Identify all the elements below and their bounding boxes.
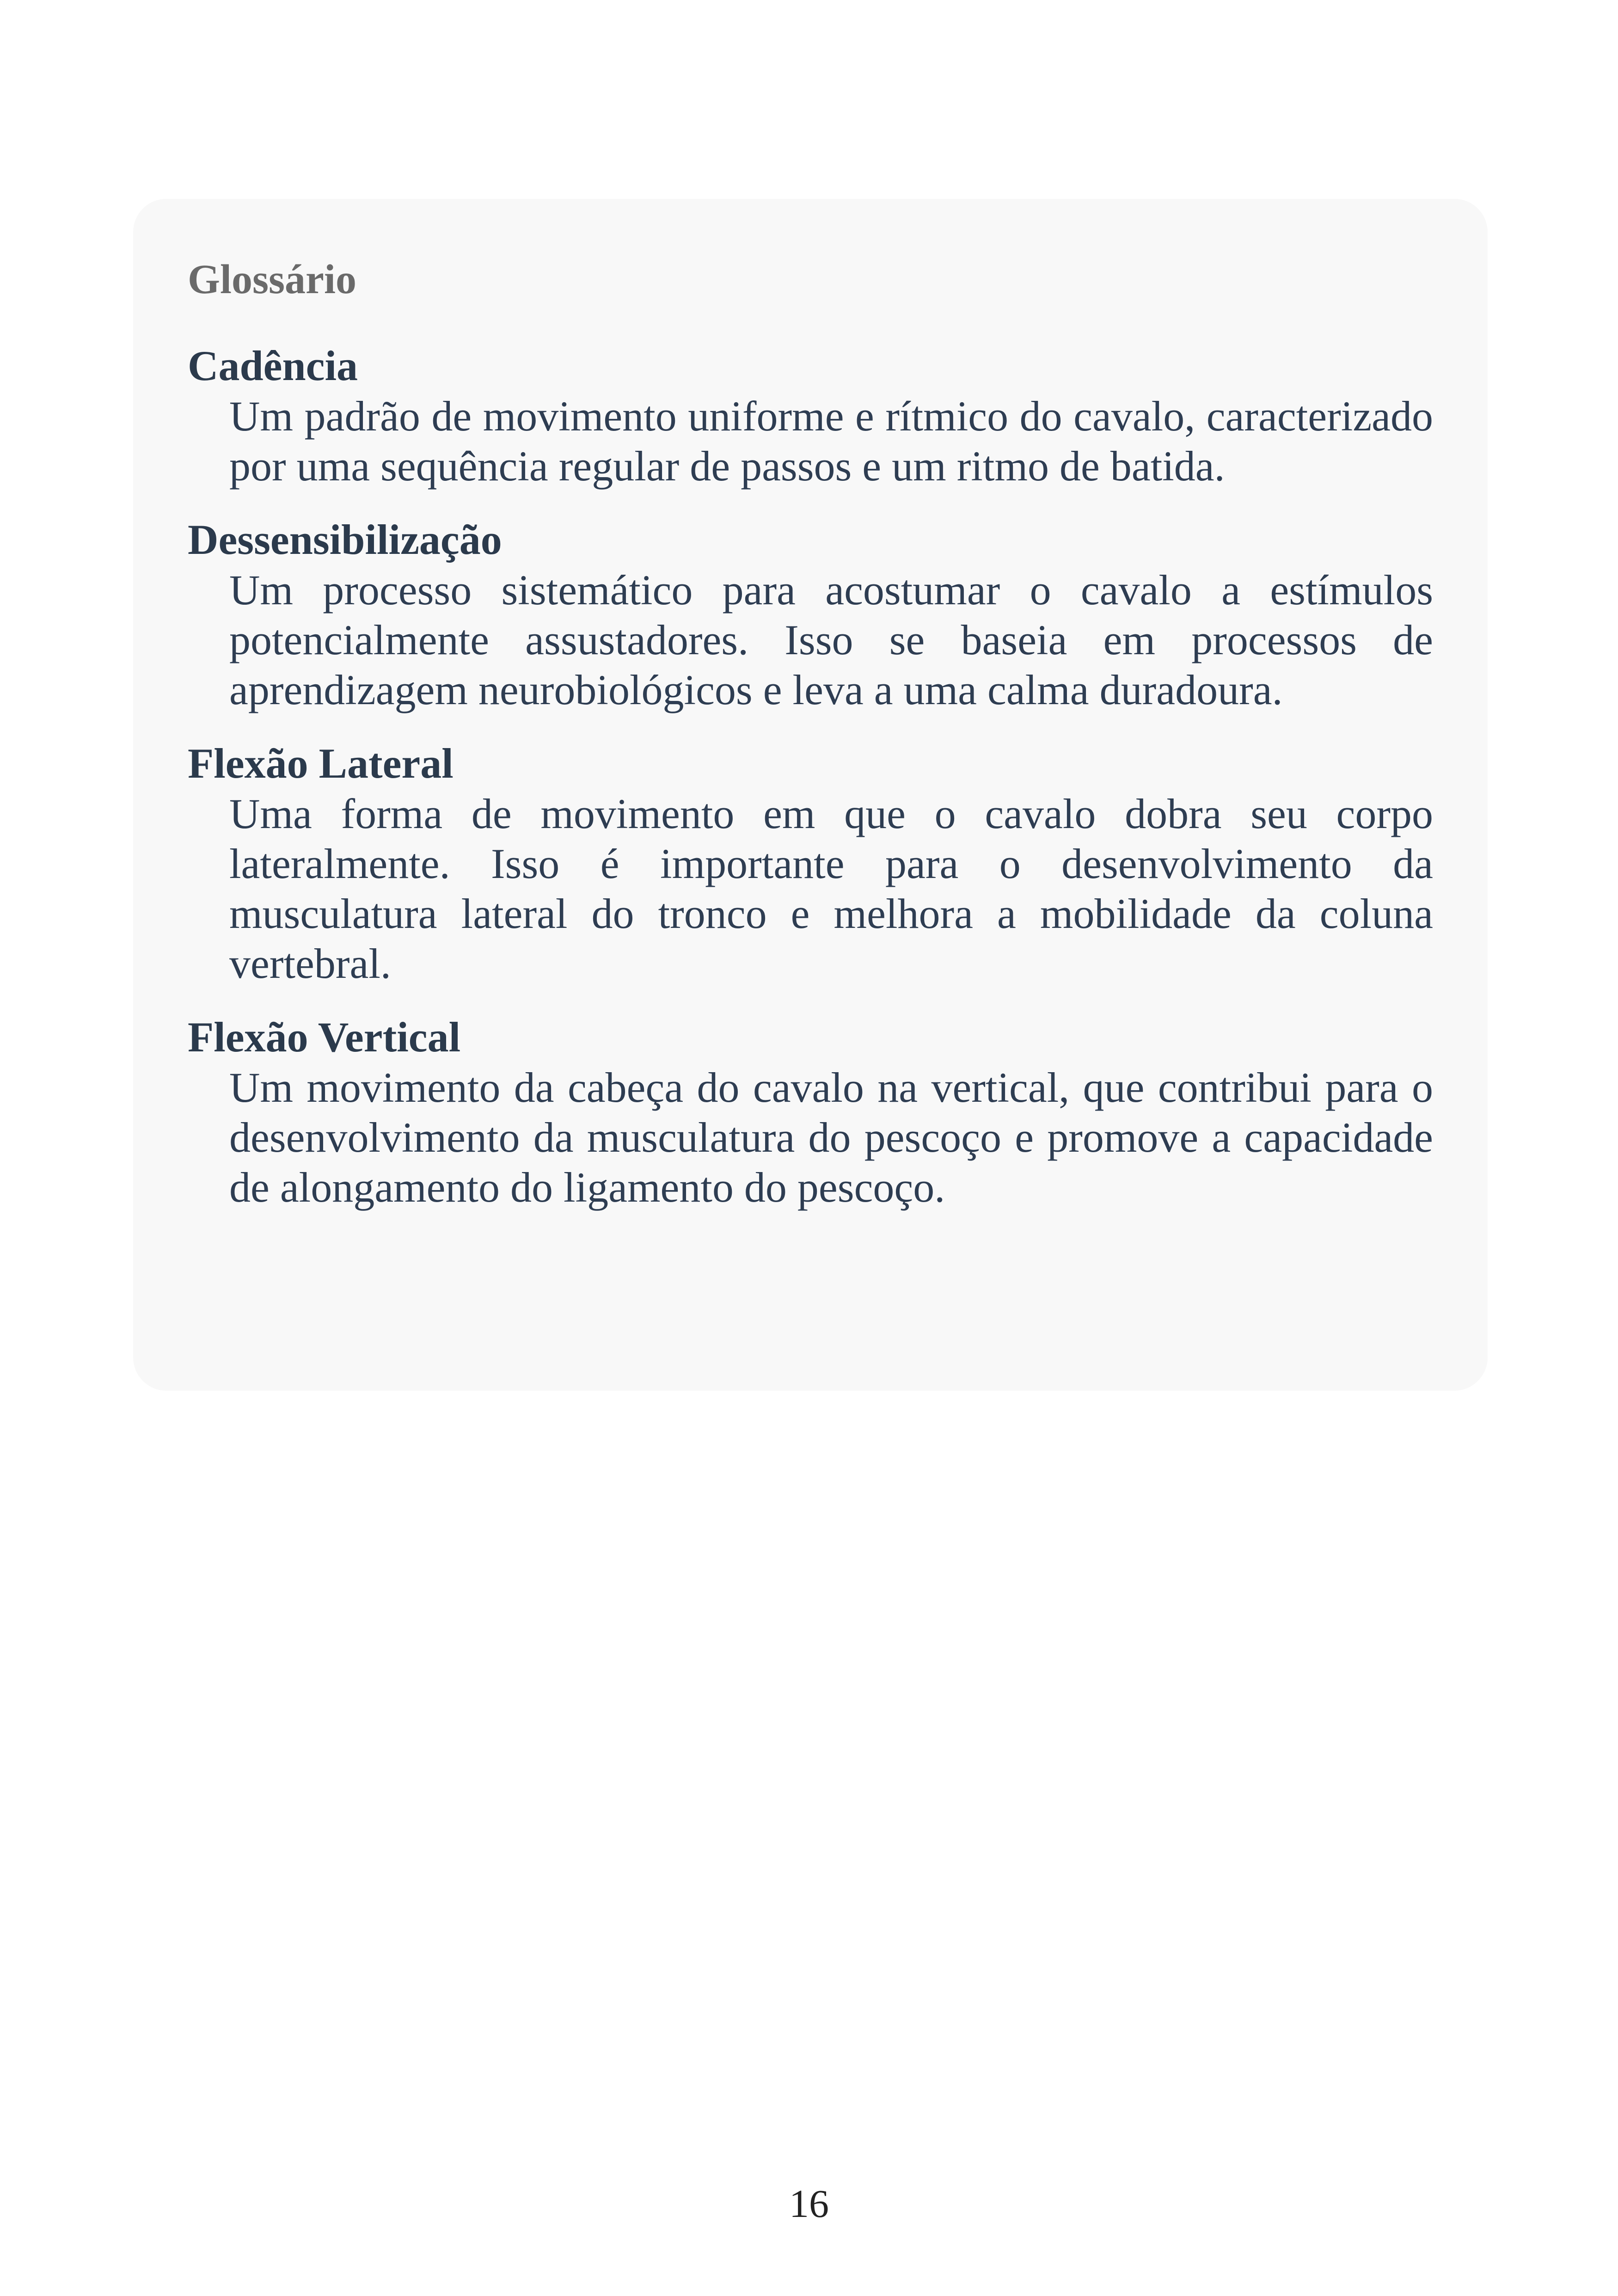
glossary-entry-cadencia [188,340,1433,491]
glossary-entry-dessensibilizacao [188,514,1433,715]
glossary-definition: Uma forma de movimento em que o cavalo dobra seu corpo lateralmente. Isso é importante para o desenvolvimento da musculatura lateral do tronco e melhora a mobilidade da coluna vertebral. [229,790,1433,987]
glossary-term: Flexão Vertical [188,1013,461,1061]
glossary-entry-flexao-vertical [188,1012,1433,1212]
glossary-definition: Um padrão de movimento uniforme e rítmico do cavalo, caracterizado por uma sequência regular de passos e um ritmo de batida. [229,393,1433,490]
glossary-term: Flexão Lateral [188,740,454,787]
glossary-definition: Um processo sistemático para acostumar o cavalo a estímulos potencialmente assustadores. Isso se baseia em processos de aprendizagem neurobiológicos e leva a uma calma duradoura. [229,566,1433,713]
glossary-entry-flexao-lateral [188,738,1433,988]
page-number: 16 [789,2181,829,2226]
glossary-term: Cadência [188,342,358,389]
glossary-definition: Um movimento da cabeça do cavalo na vertical, que contribui para o desenvolvimento da musculatura do pescoço e promove a capacidade de alongamento do ligamento do pescoço. [229,1064,1433,1211]
glossary-title: Glossário [188,257,357,302]
glossary-box [133,199,1488,1391]
glossary-term: Dessensibilização [188,516,502,563]
